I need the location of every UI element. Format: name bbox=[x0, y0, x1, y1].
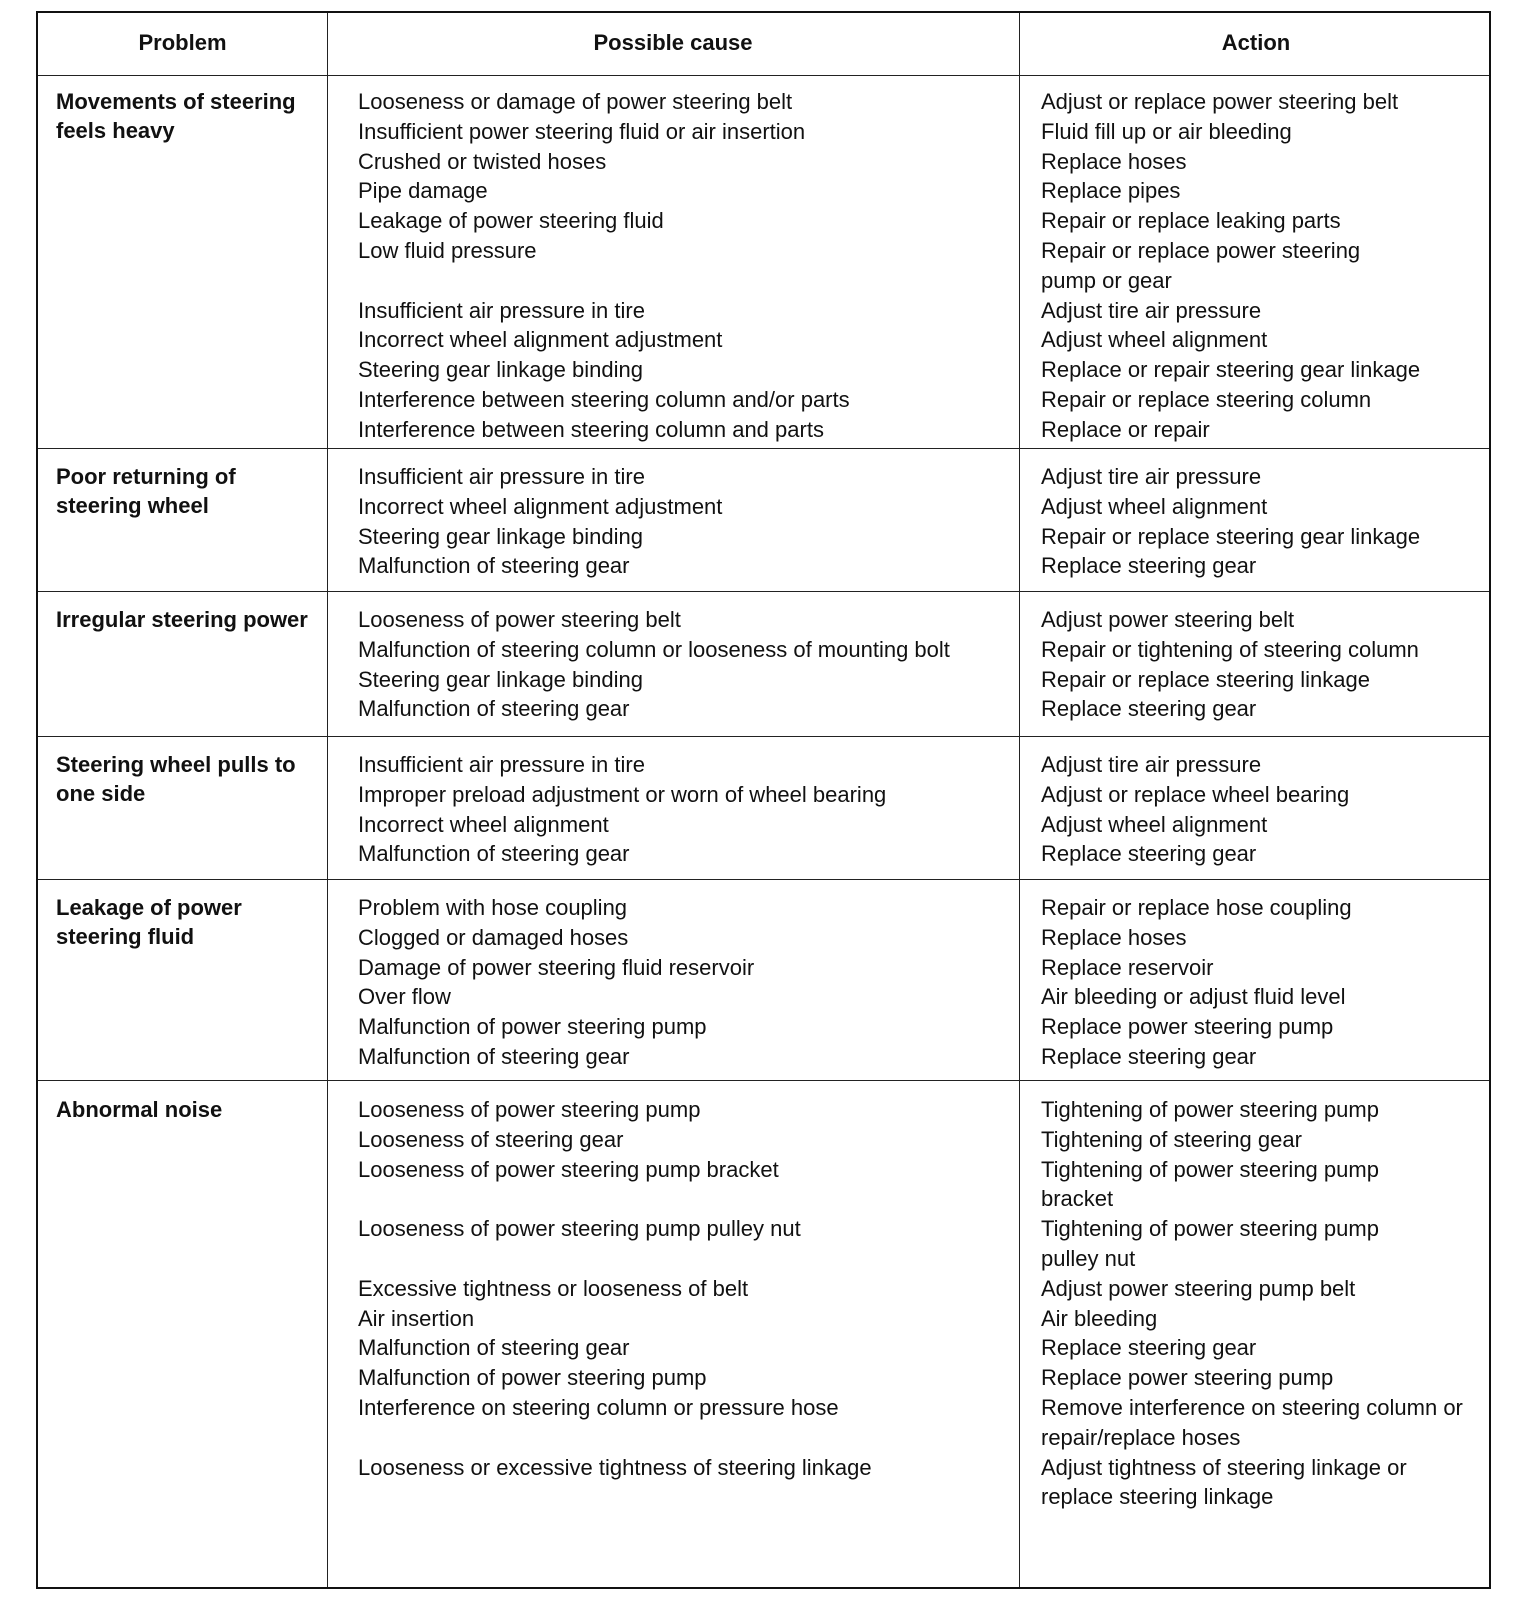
action-item: Remove interference on steering column or repair/replace hoses bbox=[1041, 1394, 1463, 1450]
column-divider bbox=[1019, 13, 1020, 1587]
action-item: Replace steering gear bbox=[1041, 553, 1257, 579]
cause-item: Looseness or excessive tightness of steering linkage bbox=[358, 1454, 872, 1480]
action-item: Adjust wheel alignment bbox=[1041, 327, 1268, 353]
cause-item: Malfunction of steering column or looseness of mounting bolt bbox=[358, 636, 950, 662]
problem-label: Abnormal noise bbox=[56, 1097, 223, 1122]
action-item: Repair or tightening of steering column bbox=[1041, 636, 1419, 662]
action-item: Repair or replace hose coupling bbox=[1041, 895, 1352, 920]
cause-item: Air insertion bbox=[358, 1305, 475, 1331]
cause-item: Malfunction of steering gear bbox=[358, 553, 630, 579]
column-divider bbox=[327, 13, 328, 1587]
cause-list bbox=[358, 893, 754, 1072]
table-row bbox=[38, 592, 1489, 737]
cause-item: Damage of power steering fluid reservoir bbox=[358, 954, 755, 980]
table-row bbox=[38, 1081, 1489, 1587]
cause-item: Incorrect wheel alignment adjustment bbox=[358, 493, 723, 519]
cause-item: Insufficient air pressure in tire bbox=[358, 297, 645, 323]
cause-item: Interference on steering column or pressure hose bbox=[358, 1394, 839, 1420]
cause-item: Insufficient power steering fluid or air insertion bbox=[358, 118, 806, 144]
action-list bbox=[1041, 893, 1352, 1072]
cause-item: Looseness of power steering pump bbox=[358, 1097, 701, 1122]
problem-label: Steering wheel pulls to one side bbox=[56, 752, 296, 806]
action-item: Repair or replace power steering pump or gear bbox=[1041, 237, 1361, 293]
table-row bbox=[38, 449, 1489, 592]
cause-item: Steering gear linkage binding bbox=[358, 666, 643, 692]
action-item: Replace power steering pump bbox=[1041, 1365, 1334, 1391]
cause-item: Incorrect wheel alignment bbox=[358, 811, 609, 837]
action-item: Replace steering gear bbox=[1041, 1043, 1257, 1069]
cause-list bbox=[358, 605, 950, 724]
cause-item: Steering gear linkage binding bbox=[358, 357, 643, 383]
action-item: Adjust power steering belt bbox=[1041, 607, 1295, 632]
cause-item: Pipe damage bbox=[358, 178, 488, 204]
action-item: Adjust or replace power steering belt bbox=[1041, 89, 1399, 114]
action-item: Adjust or replace wheel bearing bbox=[1041, 781, 1350, 807]
problem-label: Poor returning of steering wheel bbox=[56, 464, 236, 518]
cause-item: Interference between steering column and/or parts bbox=[358, 386, 850, 412]
action-item: Tightening of power steering pump bracket bbox=[1041, 1156, 1379, 1212]
action-list bbox=[1041, 605, 1419, 724]
header-cause: Possible cause bbox=[593, 30, 753, 55]
cause-item: Malfunction of steering gear bbox=[358, 1043, 630, 1069]
cause-item: Looseness of power steering belt bbox=[358, 607, 681, 632]
action-item: Repair or replace steering column bbox=[1041, 386, 1372, 412]
action-item: Replace reservoir bbox=[1041, 954, 1214, 980]
cause-item: Interference between steering column and parts bbox=[358, 416, 824, 442]
cause-list bbox=[358, 87, 850, 445]
action-item: Adjust tightness of steering linkage or replace steering linkage bbox=[1041, 1454, 1407, 1510]
action-item: Adjust tire air pressure bbox=[1041, 297, 1262, 323]
cause-item: Looseness of steering gear bbox=[358, 1126, 624, 1152]
action-item: Tightening of power steering pump pulley nut bbox=[1041, 1216, 1379, 1271]
action-item: Tightening of power steering pump bbox=[1041, 1097, 1379, 1122]
action-item: Replace steering gear bbox=[1041, 841, 1257, 867]
table-row bbox=[38, 880, 1489, 1081]
action-list bbox=[1041, 462, 1420, 581]
cause-item: Crushed or twisted hoses bbox=[358, 148, 607, 174]
cause-item: Over flow bbox=[358, 984, 451, 1010]
action-list bbox=[1041, 87, 1420, 445]
problem-label: Movements of steering feels heavy bbox=[56, 89, 296, 143]
problem-label: Leakage of power steering fluid bbox=[56, 895, 242, 949]
action-item: Repair or replace steering linkage bbox=[1041, 666, 1370, 692]
action-item: Air bleeding bbox=[1041, 1305, 1158, 1331]
cause-item: Leakage of power steering fluid bbox=[358, 208, 664, 234]
header-row bbox=[38, 13, 1489, 76]
action-item: Replace steering gear bbox=[1041, 696, 1257, 722]
action-item: Replace or repair bbox=[1041, 416, 1210, 442]
action-item: Adjust wheel alignment bbox=[1041, 493, 1268, 519]
action-list bbox=[1041, 750, 1349, 869]
action-item: Fluid fill up or air bleeding bbox=[1041, 118, 1292, 144]
action-item: Repair or replace leaking parts bbox=[1041, 208, 1341, 234]
cause-item: Low fluid pressure bbox=[358, 237, 537, 263]
cause-item: Malfunction of power steering pump bbox=[358, 1365, 707, 1391]
cause-item: Excessive tightness or looseness of belt bbox=[358, 1275, 749, 1301]
header-action: Action bbox=[1221, 30, 1291, 55]
cause-item: Looseness of power steering pump pulley nut bbox=[358, 1216, 801, 1242]
action-item: Replace pipes bbox=[1041, 178, 1181, 204]
cause-item: Malfunction of steering gear bbox=[358, 1335, 630, 1361]
cause-item: Malfunction of steering gear bbox=[358, 841, 630, 867]
cause-item: Malfunction of power steering pump bbox=[358, 1014, 707, 1040]
cause-item: Steering gear linkage binding bbox=[358, 523, 643, 549]
table-row bbox=[38, 76, 1489, 449]
table-row bbox=[38, 737, 1489, 880]
cause-item: Malfunction of steering gear bbox=[358, 696, 630, 722]
cause-item: Improper preload adjustment or worn of wheel bearing bbox=[358, 781, 887, 807]
action-item: Air bleeding or adjust fluid level bbox=[1041, 984, 1346, 1010]
troubleshooting-table bbox=[36, 11, 1491, 1589]
action-list bbox=[1041, 1095, 1481, 1512]
action-item: Adjust power steering pump belt bbox=[1041, 1275, 1356, 1301]
action-item: Replace steering gear bbox=[1041, 1335, 1257, 1361]
cause-item: Looseness or damage of power steering belt bbox=[358, 89, 793, 114]
cause-item: Clogged or damaged hoses bbox=[358, 924, 629, 950]
action-item: Replace power steering pump bbox=[1041, 1014, 1334, 1040]
action-item: Tightening of steering gear bbox=[1041, 1126, 1302, 1152]
action-item: Adjust tire air pressure bbox=[1041, 464, 1262, 489]
cause-item: Problem with hose coupling bbox=[358, 895, 628, 920]
cause-list bbox=[358, 750, 886, 869]
cause-item: Insufficient air pressure in tire bbox=[358, 464, 645, 489]
action-item: Adjust tire air pressure bbox=[1041, 752, 1262, 777]
cause-item: Looseness of power steering pump bracket bbox=[358, 1156, 779, 1182]
action-item: Replace hoses bbox=[1041, 148, 1187, 174]
cause-item: Insufficient air pressure in tire bbox=[358, 752, 645, 777]
action-item: Repair or replace steering gear linkage bbox=[1041, 523, 1421, 549]
cause-item: Incorrect wheel alignment adjustment bbox=[358, 327, 723, 353]
action-item: Adjust wheel alignment bbox=[1041, 811, 1268, 837]
action-item: Replace hoses bbox=[1041, 924, 1187, 950]
cause-list bbox=[358, 462, 722, 581]
header-problem: Problem bbox=[138, 30, 227, 55]
cause-list bbox=[358, 1095, 872, 1482]
action-item: Replace or repair steering gear linkage bbox=[1041, 357, 1421, 383]
problem-label: Irregular steering power bbox=[56, 607, 308, 632]
